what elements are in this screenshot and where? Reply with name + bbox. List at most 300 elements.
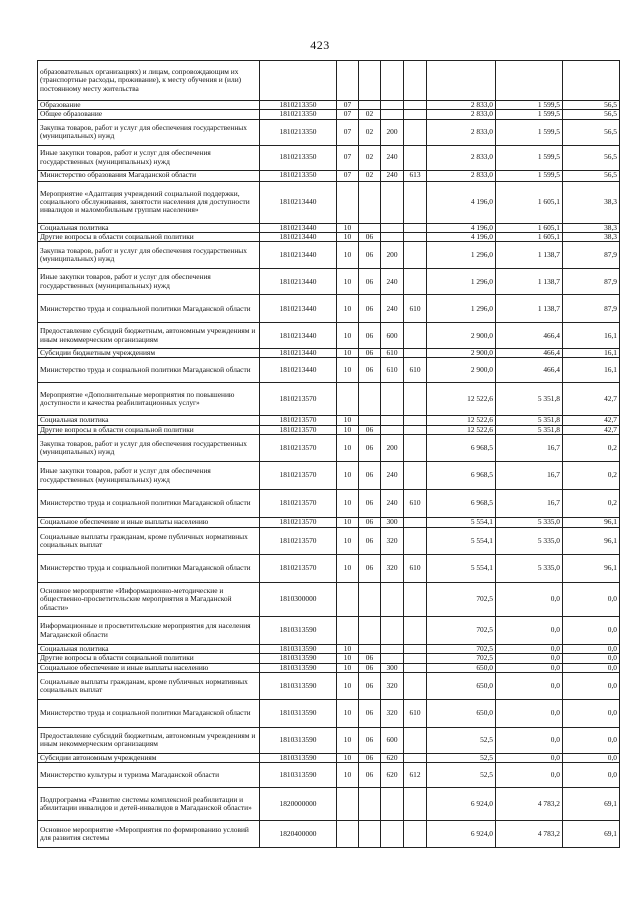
row-code: 1810213350 bbox=[260, 110, 337, 119]
row-subsection: 06 bbox=[359, 242, 381, 269]
row-planned-amount: 2 833,0 bbox=[427, 145, 496, 170]
table-row bbox=[38, 583, 620, 617]
row-actual-amount: 1 138,7 bbox=[496, 295, 563, 323]
row-percent: 0,0 bbox=[563, 672, 620, 699]
table-row bbox=[38, 645, 620, 654]
row-name: Общее образование bbox=[38, 110, 260, 119]
row-section bbox=[337, 181, 359, 223]
row-percent: 56,5 bbox=[563, 101, 620, 110]
row-subsection: 06 bbox=[359, 462, 381, 490]
row-admin-code bbox=[404, 61, 427, 101]
row-section: 07 bbox=[337, 145, 359, 170]
row-actual-amount bbox=[496, 61, 563, 101]
table-row bbox=[38, 110, 620, 119]
row-admin-code bbox=[404, 654, 427, 663]
row-actual-amount: 1 605,1 bbox=[496, 232, 563, 241]
table-row bbox=[38, 518, 620, 528]
row-name: Образование bbox=[38, 101, 260, 110]
row-percent: 42,7 bbox=[563, 383, 620, 416]
row-percent: 16,1 bbox=[563, 323, 620, 349]
row-percent bbox=[563, 61, 620, 101]
row-code: 1820000000 bbox=[260, 788, 337, 821]
table-row bbox=[38, 242, 620, 269]
row-expense-type: 240 bbox=[381, 170, 404, 181]
row-subsection bbox=[359, 61, 381, 101]
row-admin-code bbox=[404, 617, 427, 645]
row-name: Предоставление субсидий бюджетным, автономным учреждениям и иным некоммерческим организациям bbox=[38, 323, 260, 349]
row-section: 10 bbox=[337, 425, 359, 434]
row-subsection: 06 bbox=[359, 425, 381, 434]
row-code: 1810313590 bbox=[260, 763, 337, 788]
row-name: Социальная политика bbox=[38, 645, 260, 654]
row-expense-type bbox=[381, 821, 404, 848]
row-expense-type bbox=[381, 383, 404, 416]
row-planned-amount: 6 924,0 bbox=[427, 821, 496, 848]
row-name: Субсидии автономным учреждениям bbox=[38, 753, 260, 762]
row-section: 10 bbox=[337, 462, 359, 490]
row-name: Иные закупки товаров, работ и услуг для обеспечения государственных (муниципальных) нужд bbox=[38, 145, 260, 170]
row-section: 10 bbox=[337, 242, 359, 269]
row-planned-amount: 6 968,5 bbox=[427, 462, 496, 490]
row-actual-amount: 4 783,2 bbox=[496, 788, 563, 821]
row-admin-code bbox=[404, 232, 427, 241]
row-name: Субсидии бюджетным учреждениям bbox=[38, 349, 260, 358]
row-code: 1810213440 bbox=[260, 269, 337, 295]
budget-table bbox=[37, 60, 620, 848]
row-admin-code bbox=[404, 383, 427, 416]
row-percent: 16,1 bbox=[563, 349, 620, 358]
row-actual-amount: 5 335,0 bbox=[496, 528, 563, 555]
row-code: 1810313590 bbox=[260, 645, 337, 654]
row-planned-amount: 12 522,6 bbox=[427, 425, 496, 434]
row-section bbox=[337, 821, 359, 848]
row-name: Министерство труда и социальной политики Магаданской области bbox=[38, 555, 260, 583]
row-name: Основное мероприятие «Информационно-методические и общественно-просветительские мероприятия в Магаданской области» bbox=[38, 583, 260, 617]
row-actual-amount: 5 351,8 bbox=[496, 416, 563, 425]
row-subsection bbox=[359, 101, 381, 110]
row-actual-amount: 1 138,7 bbox=[496, 269, 563, 295]
row-expense-type bbox=[381, 583, 404, 617]
row-actual-amount: 0,0 bbox=[496, 645, 563, 654]
row-actual-amount: 1 605,1 bbox=[496, 181, 563, 223]
row-expense-type bbox=[381, 101, 404, 110]
row-admin-code bbox=[404, 349, 427, 358]
row-percent: 0,0 bbox=[563, 699, 620, 727]
row-admin-code bbox=[404, 727, 427, 753]
row-subsection: 06 bbox=[359, 490, 381, 518]
table-row bbox=[38, 170, 620, 181]
row-expense-type: 200 bbox=[381, 242, 404, 269]
row-section: 10 bbox=[337, 232, 359, 241]
row-planned-amount: 4 196,0 bbox=[427, 223, 496, 232]
row-expense-type bbox=[381, 110, 404, 119]
row-actual-amount: 1 138,7 bbox=[496, 242, 563, 269]
row-section: 10 bbox=[337, 490, 359, 518]
row-admin-code: 610 bbox=[404, 490, 427, 518]
row-actual-amount: 5 351,8 bbox=[496, 425, 563, 434]
row-expense-type: 600 bbox=[381, 727, 404, 753]
row-expense-type: 200 bbox=[381, 435, 404, 462]
table-row bbox=[38, 462, 620, 490]
row-percent: 0,0 bbox=[563, 753, 620, 762]
row-percent: 0,0 bbox=[563, 727, 620, 753]
row-section: 07 bbox=[337, 170, 359, 181]
row-section bbox=[337, 583, 359, 617]
row-subsection: 06 bbox=[359, 349, 381, 358]
row-percent: 0,2 bbox=[563, 462, 620, 490]
row-admin-code bbox=[404, 753, 427, 762]
row-percent: 56,5 bbox=[563, 145, 620, 170]
table-row bbox=[38, 61, 620, 101]
row-planned-amount: 2 833,0 bbox=[427, 101, 496, 110]
row-planned-amount: 702,5 bbox=[427, 617, 496, 645]
row-subsection: 06 bbox=[359, 763, 381, 788]
row-code: 1810213350 bbox=[260, 101, 337, 110]
row-actual-amount: 0,0 bbox=[496, 727, 563, 753]
row-percent: 87,9 bbox=[563, 295, 620, 323]
table-row bbox=[38, 425, 620, 434]
row-name: Закупка товаров, работ и услуг для обеспечения государственных (муниципальных) нужд bbox=[38, 242, 260, 269]
row-admin-code: 612 bbox=[404, 763, 427, 788]
row-section: 10 bbox=[337, 349, 359, 358]
row-subsection: 06 bbox=[359, 269, 381, 295]
row-expense-type: 300 bbox=[381, 518, 404, 528]
row-code: 1810213440 bbox=[260, 323, 337, 349]
row-planned-amount: 12 522,6 bbox=[427, 416, 496, 425]
row-admin-code bbox=[404, 110, 427, 119]
row-name: Подпрограмма «Развитие системы комплексной реабилитации и абилитации инвалидов и детей-инвалидов в Магаданской области» bbox=[38, 788, 260, 821]
row-planned-amount: 6 968,5 bbox=[427, 435, 496, 462]
row-actual-amount: 0,0 bbox=[496, 617, 563, 645]
row-subsection: 06 bbox=[359, 358, 381, 383]
row-percent: 0,0 bbox=[563, 583, 620, 617]
row-code: 1810213440 bbox=[260, 232, 337, 241]
row-actual-amount: 1 599,5 bbox=[496, 110, 563, 119]
row-planned-amount: 1 296,0 bbox=[427, 242, 496, 269]
table-row bbox=[38, 119, 620, 145]
row-percent: 0,2 bbox=[563, 490, 620, 518]
row-planned-amount: 2 900,0 bbox=[427, 349, 496, 358]
row-actual-amount: 0,0 bbox=[496, 672, 563, 699]
row-section: 10 bbox=[337, 555, 359, 583]
row-actual-amount: 1 599,5 bbox=[496, 119, 563, 145]
table-row bbox=[38, 232, 620, 241]
row-code: 1810313590 bbox=[260, 654, 337, 663]
row-planned-amount: 650,0 bbox=[427, 663, 496, 672]
row-actual-amount: 466,4 bbox=[496, 349, 563, 358]
row-code: 1810213440 bbox=[260, 223, 337, 232]
row-code: 1810213440 bbox=[260, 349, 337, 358]
row-subsection bbox=[359, 617, 381, 645]
row-name: Министерство труда и социальной политики Магаданской области bbox=[38, 358, 260, 383]
row-admin-code bbox=[404, 462, 427, 490]
row-actual-amount: 0,0 bbox=[496, 654, 563, 663]
row-subsection: 06 bbox=[359, 727, 381, 753]
row-name: Мероприятие «Адаптация учреждений социальной поддержки, социального обслуживания, занятости населения для доступности инвалидов и маломобильным группам населения» bbox=[38, 181, 260, 223]
row-section: 10 bbox=[337, 663, 359, 672]
row-name: Социальная политика bbox=[38, 416, 260, 425]
row-subsection bbox=[359, 383, 381, 416]
row-subsection: 06 bbox=[359, 518, 381, 528]
row-admin-code bbox=[404, 181, 427, 223]
row-percent: 96,1 bbox=[563, 528, 620, 555]
table-row bbox=[38, 663, 620, 672]
row-admin-code bbox=[404, 242, 427, 269]
row-actual-amount: 0,0 bbox=[496, 699, 563, 727]
row-name: Основное мероприятие «Мероприятия по формированию условий для развития системы bbox=[38, 821, 260, 848]
row-name: Министерство труда и социальной политики Магаданской области bbox=[38, 699, 260, 727]
row-planned-amount: 6 924,0 bbox=[427, 788, 496, 821]
row-actual-amount: 1 599,5 bbox=[496, 170, 563, 181]
row-expense-type: 610 bbox=[381, 349, 404, 358]
row-name: Другие вопросы в области социальной политики bbox=[38, 232, 260, 241]
row-percent: 87,9 bbox=[563, 242, 620, 269]
row-expense-type bbox=[381, 788, 404, 821]
row-actual-amount: 1 599,5 bbox=[496, 101, 563, 110]
row-admin-code: 610 bbox=[404, 358, 427, 383]
row-percent: 38,3 bbox=[563, 223, 620, 232]
row-section: 10 bbox=[337, 518, 359, 528]
table-row bbox=[38, 788, 620, 821]
row-percent: 42,7 bbox=[563, 425, 620, 434]
row-expense-type: 200 bbox=[381, 119, 404, 145]
row-name: Социальные выплаты гражданам, кроме публичных нормативных социальных выплат bbox=[38, 672, 260, 699]
row-percent: 0,0 bbox=[563, 663, 620, 672]
row-code: 1810300000 bbox=[260, 583, 337, 617]
row-planned-amount: 2 900,0 bbox=[427, 323, 496, 349]
row-section: 10 bbox=[337, 645, 359, 654]
row-code: 1810313590 bbox=[260, 663, 337, 672]
row-expense-type bbox=[381, 617, 404, 645]
table-row bbox=[38, 528, 620, 555]
row-section: 10 bbox=[337, 223, 359, 232]
row-percent: 38,3 bbox=[563, 181, 620, 223]
table-row bbox=[38, 358, 620, 383]
row-section: 10 bbox=[337, 358, 359, 383]
row-percent: 56,5 bbox=[563, 170, 620, 181]
table-row bbox=[38, 727, 620, 753]
row-percent: 42,7 bbox=[563, 416, 620, 425]
row-subsection bbox=[359, 181, 381, 223]
row-expense-type bbox=[381, 654, 404, 663]
row-admin-code bbox=[404, 119, 427, 145]
row-section: 10 bbox=[337, 435, 359, 462]
row-planned-amount: 52,5 bbox=[427, 753, 496, 762]
row-name: Мероприятие «Дополнительные мероприятия по повышению доступности и качества реабилитационных услуг» bbox=[38, 383, 260, 416]
row-admin-code bbox=[404, 323, 427, 349]
row-section: 10 bbox=[337, 763, 359, 788]
row-expense-type bbox=[381, 181, 404, 223]
row-subsection bbox=[359, 416, 381, 425]
row-section: 07 bbox=[337, 101, 359, 110]
row-code: 1810313590 bbox=[260, 753, 337, 762]
row-admin-code: 610 bbox=[404, 555, 427, 583]
row-planned-amount: 1 296,0 bbox=[427, 269, 496, 295]
table-row bbox=[38, 555, 620, 583]
row-code: 1810313590 bbox=[260, 727, 337, 753]
row-planned-amount: 650,0 bbox=[427, 699, 496, 727]
row-subsection bbox=[359, 788, 381, 821]
row-section: 10 bbox=[337, 269, 359, 295]
row-actual-amount: 1 605,1 bbox=[496, 223, 563, 232]
row-subsection: 02 bbox=[359, 110, 381, 119]
row-name: Социальные выплаты гражданам, кроме публичных нормативных социальных выплат bbox=[38, 528, 260, 555]
row-admin-code bbox=[404, 672, 427, 699]
row-code: 1810213440 bbox=[260, 242, 337, 269]
table-row bbox=[38, 753, 620, 762]
row-name: Министерство труда и социальной политики Магаданской области bbox=[38, 490, 260, 518]
row-actual-amount: 0,0 bbox=[496, 663, 563, 672]
row-expense-type: 240 bbox=[381, 295, 404, 323]
table-row bbox=[38, 672, 620, 699]
row-name: Министерство образования Магаданской области bbox=[38, 170, 260, 181]
row-code: 1810213570 bbox=[260, 555, 337, 583]
row-code: 1810313590 bbox=[260, 699, 337, 727]
row-section: 10 bbox=[337, 295, 359, 323]
table-row bbox=[38, 490, 620, 518]
row-planned-amount: 4 196,0 bbox=[427, 232, 496, 241]
row-section: 10 bbox=[337, 699, 359, 727]
row-subsection: 06 bbox=[359, 528, 381, 555]
row-expense-type bbox=[381, 232, 404, 241]
row-planned-amount: 1 296,0 bbox=[427, 295, 496, 323]
row-subsection: 02 bbox=[359, 119, 381, 145]
row-code: 1820400000 bbox=[260, 821, 337, 848]
row-percent: 87,9 bbox=[563, 269, 620, 295]
row-expense-type bbox=[381, 61, 404, 101]
row-subsection: 06 bbox=[359, 232, 381, 241]
row-percent: 0,0 bbox=[563, 645, 620, 654]
table-row bbox=[38, 763, 620, 788]
row-percent: 0,2 bbox=[563, 435, 620, 462]
table-row bbox=[38, 435, 620, 462]
row-expense-type: 320 bbox=[381, 555, 404, 583]
row-percent: 96,1 bbox=[563, 555, 620, 583]
row-admin-code bbox=[404, 101, 427, 110]
row-name: Социальное обеспечение и иные выплаты населению bbox=[38, 663, 260, 672]
table-row bbox=[38, 654, 620, 663]
row-admin-code bbox=[404, 269, 427, 295]
row-subsection: 06 bbox=[359, 654, 381, 663]
row-percent: 56,5 bbox=[563, 119, 620, 145]
row-admin-code: 610 bbox=[404, 295, 427, 323]
row-planned-amount: 2 833,0 bbox=[427, 119, 496, 145]
row-admin-code bbox=[404, 435, 427, 462]
row-subsection: 06 bbox=[359, 753, 381, 762]
page-number: 423 bbox=[310, 38, 330, 52]
row-percent: 0,0 bbox=[563, 617, 620, 645]
row-admin-code bbox=[404, 645, 427, 654]
row-code: 1810313590 bbox=[260, 617, 337, 645]
row-subsection: 06 bbox=[359, 323, 381, 349]
row-subsection bbox=[359, 645, 381, 654]
row-admin-code bbox=[404, 788, 427, 821]
row-actual-amount: 16,7 bbox=[496, 490, 563, 518]
row-planned-amount: 5 554,1 bbox=[427, 555, 496, 583]
row-planned-amount: 2 833,0 bbox=[427, 110, 496, 119]
row-name: Министерство культуры и туризма Магаданской области bbox=[38, 763, 260, 788]
row-expense-type bbox=[381, 645, 404, 654]
row-section: 10 bbox=[337, 727, 359, 753]
row-expense-type: 240 bbox=[381, 145, 404, 170]
row-planned-amount: 4 196,0 bbox=[427, 181, 496, 223]
row-expense-type: 240 bbox=[381, 269, 404, 295]
row-percent: 69,1 bbox=[563, 821, 620, 848]
row-expense-type: 320 bbox=[381, 528, 404, 555]
row-name: Министерство труда и социальной политики Магаданской области bbox=[38, 295, 260, 323]
row-planned-amount: 2 900,0 bbox=[427, 358, 496, 383]
row-admin-code: 613 bbox=[404, 170, 427, 181]
row-admin-code bbox=[404, 425, 427, 434]
row-actual-amount: 0,0 bbox=[496, 753, 563, 762]
row-name: Другие вопросы в области социальной политики bbox=[38, 654, 260, 663]
row-planned-amount: 702,5 bbox=[427, 654, 496, 663]
row-expense-type bbox=[381, 416, 404, 425]
row-expense-type: 620 bbox=[381, 753, 404, 762]
row-actual-amount: 466,4 bbox=[496, 323, 563, 349]
row-code: 1810213570 bbox=[260, 416, 337, 425]
row-name: Социальное обеспечение и иные выплаты населению bbox=[38, 518, 260, 528]
row-code: 1810213440 bbox=[260, 295, 337, 323]
row-section bbox=[337, 617, 359, 645]
row-code: 1810313590 bbox=[260, 672, 337, 699]
row-section: 10 bbox=[337, 323, 359, 349]
row-subsection bbox=[359, 223, 381, 232]
row-section bbox=[337, 788, 359, 821]
row-expense-type: 320 bbox=[381, 699, 404, 727]
row-admin-code bbox=[404, 821, 427, 848]
row-name: Закупка товаров, работ и услуг для обеспечения государственных (муниципальных) нужд bbox=[38, 119, 260, 145]
row-admin-code: 610 bbox=[404, 699, 427, 727]
row-code: 1810213440 bbox=[260, 181, 337, 223]
row-section: 10 bbox=[337, 416, 359, 425]
row-actual-amount: 0,0 bbox=[496, 763, 563, 788]
row-actual-amount: 16,7 bbox=[496, 462, 563, 490]
row-admin-code bbox=[404, 583, 427, 617]
table-row bbox=[38, 323, 620, 349]
row-actual-amount: 16,7 bbox=[496, 435, 563, 462]
row-planned-amount: 2 833,0 bbox=[427, 170, 496, 181]
row-planned-amount: 5 554,1 bbox=[427, 518, 496, 528]
table-row bbox=[38, 383, 620, 416]
row-admin-code bbox=[404, 223, 427, 232]
row-admin-code bbox=[404, 145, 427, 170]
row-code: 1810213440 bbox=[260, 358, 337, 383]
row-name: Иные закупки товаров, работ и услуг для обеспечения государственных (муниципальных) нужд bbox=[38, 269, 260, 295]
row-section: 07 bbox=[337, 119, 359, 145]
row-planned-amount: 702,5 bbox=[427, 645, 496, 654]
row-name: Иные закупки товаров, работ и услуг для обеспечения государственных (муниципальных) нужд bbox=[38, 462, 260, 490]
row-section: 10 bbox=[337, 528, 359, 555]
row-percent: 0,0 bbox=[563, 654, 620, 663]
row-code: 1810213350 bbox=[260, 145, 337, 170]
row-admin-code bbox=[404, 663, 427, 672]
row-section bbox=[337, 383, 359, 416]
row-code: 1810213570 bbox=[260, 425, 337, 434]
row-section: 10 bbox=[337, 672, 359, 699]
table-row bbox=[38, 181, 620, 223]
row-planned-amount: 52,5 bbox=[427, 763, 496, 788]
row-name: Закупка товаров, работ и услуг для обеспечения государственных (муниципальных) нужд bbox=[38, 435, 260, 462]
row-subsection bbox=[359, 821, 381, 848]
row-code: 1810213570 bbox=[260, 518, 337, 528]
row-planned-amount bbox=[427, 61, 496, 101]
row-actual-amount: 5 335,0 bbox=[496, 518, 563, 528]
row-section: 10 bbox=[337, 753, 359, 762]
row-planned-amount: 6 968,5 bbox=[427, 490, 496, 518]
row-actual-amount: 0,0 bbox=[496, 583, 563, 617]
row-subsection: 02 bbox=[359, 145, 381, 170]
